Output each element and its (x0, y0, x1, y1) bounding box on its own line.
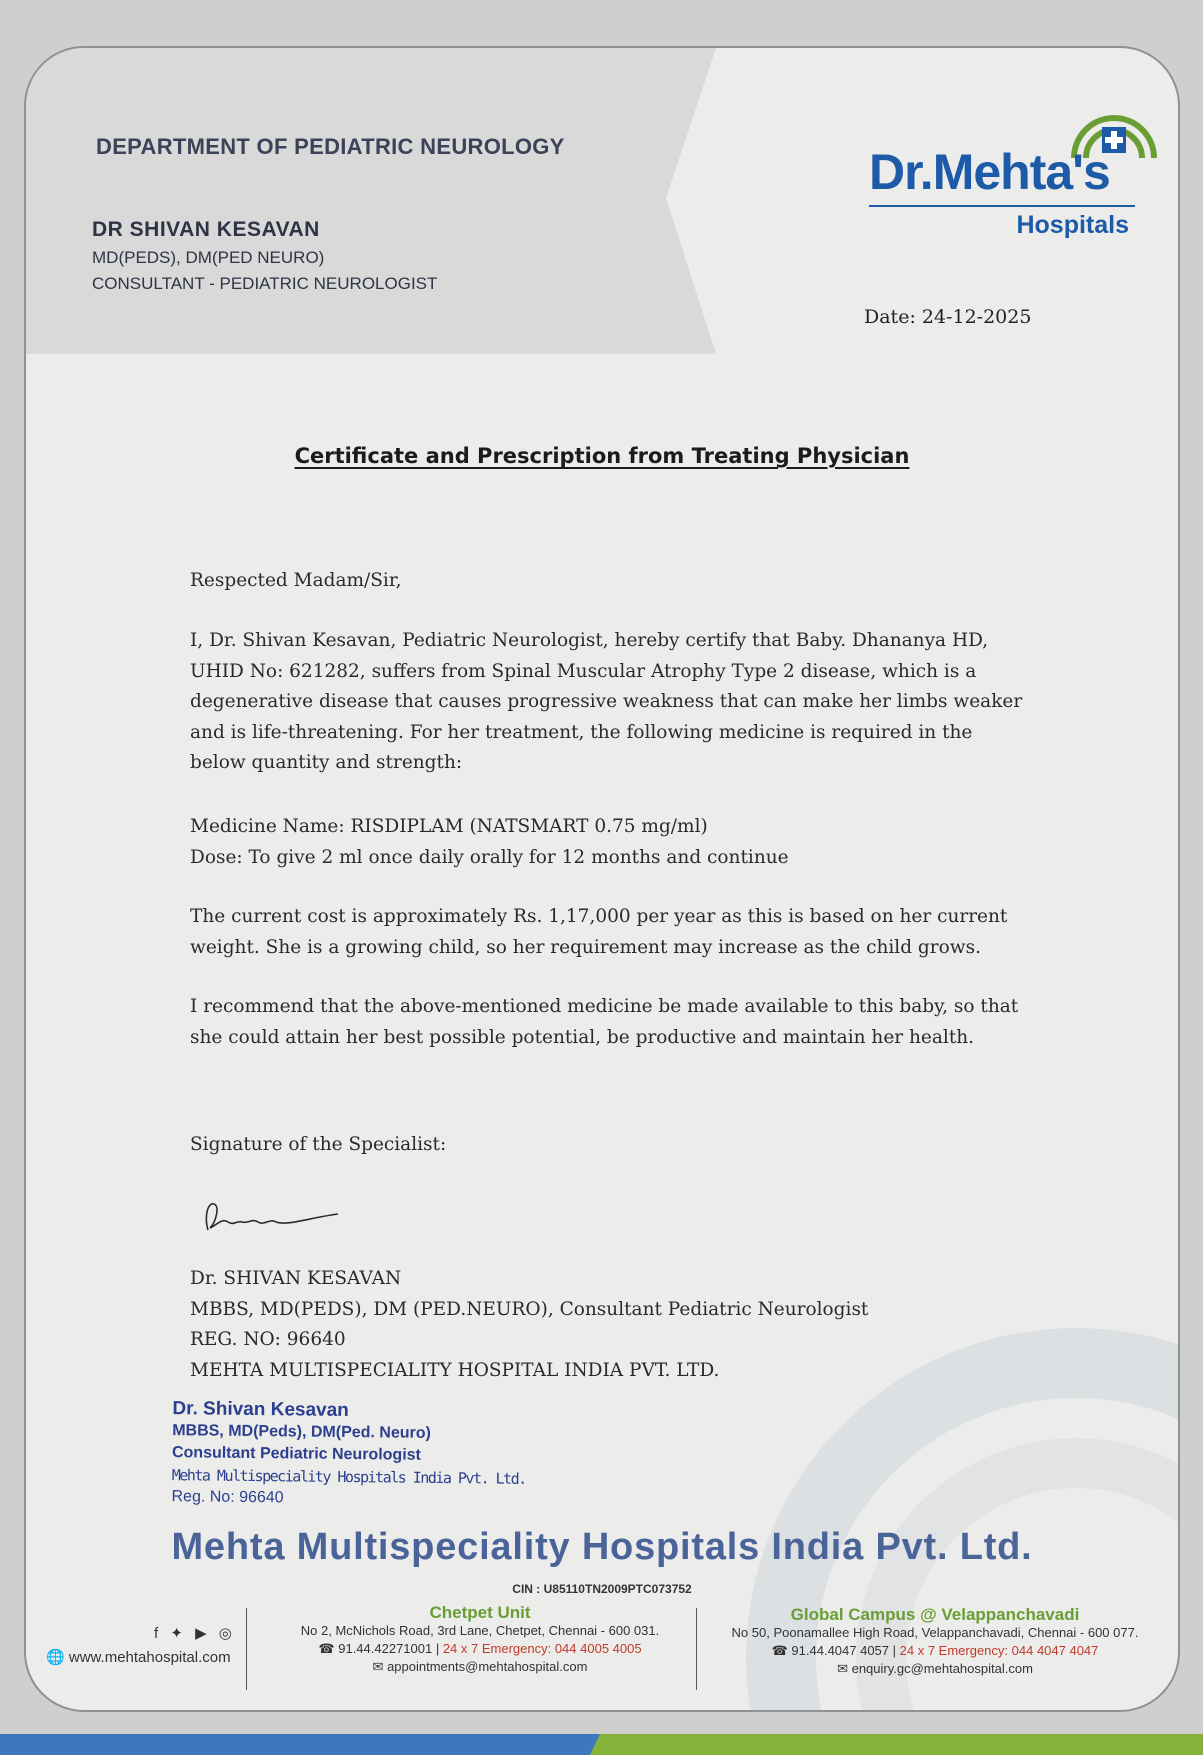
handwritten-signature (198, 1196, 348, 1238)
salutation: Respected Madam/Sir, (190, 570, 402, 591)
signatory-block (190, 1264, 1070, 1386)
logo-subtitle: Hospitals (1016, 211, 1129, 239)
global-phone: 91.44.4047 4057 (791, 1643, 890, 1658)
paragraph-line: and is life-threatening. For her treatment, the following medicine is required in the (190, 721, 973, 743)
phone-icon: ☎ (771, 1643, 788, 1658)
chetpet-phone: 91.44.42271001 (338, 1641, 433, 1656)
paragraph-line: degenerative disease that causes progressive weakness that can make her limbs weaker (190, 691, 1023, 712)
doctor-qualifications: MD(PEDS), DM(PED NEURO) (92, 248, 325, 267)
global-emergency: 24 x 7 Emergency: 044 4047 4047 (899, 1643, 1099, 1658)
mail-icon: ✉ (372, 1659, 384, 1674)
global-email-line (700, 1660, 1170, 1678)
footer-global-campus (700, 1606, 1170, 1678)
paragraph-line: I recommend that the above-mentioned medicine be made available to this baby, so that (190, 996, 1019, 1017)
footer-cin: CIN : U85110TN2009PTC073752 (512, 1582, 692, 1596)
recommendation-paragraph (190, 992, 1070, 1053)
certification-paragraph (190, 626, 1070, 779)
document-title (26, 444, 1178, 468)
paragraph-line: The current cost is approximately Rs. 1,17,000 per year as this is based on her current (190, 906, 1008, 927)
logo-wordmark: Dr.Mehta's (869, 144, 1110, 200)
stamp-name: Dr. Shivan Kesavan (172, 1398, 349, 1421)
paragraph-line: UHID No: 621282, suffers from Spinal Muscular Atrophy Type 2 disease, which is a (190, 660, 977, 682)
bottom-color-strip (0, 1734, 1203, 1755)
phone-icon: ☎ (318, 1641, 335, 1656)
stamp-registration: Reg. No: 96640 (171, 1488, 284, 1507)
global-unit-title: Global Campus @ Velappanchavadi (790, 1605, 1080, 1624)
globe-icon: 🌐 (46, 1649, 65, 1666)
paragraph-line: she could attain her best possible potential, be productive and maintain her health. (190, 1026, 975, 1048)
global-contact: ☎ 91.44.4047 4057 | 24 x 7 Emergency: 044 4047 4047 (771, 1643, 1099, 1658)
medicine-name: Medicine Name: RISDIPLAM (NATSMART 0.75 mg/ml) (190, 816, 708, 837)
footer-divider (696, 1608, 697, 1690)
department-title: DEPARTMENT OF PEDIATRIC NEUROLOGY (96, 134, 565, 159)
global-address: No 50, Poonamallee High Road, Velappanchavadi, Chennai - 600 077. (731, 1625, 1139, 1640)
document-title-text: Certificate and Prescription from Treating Physician (294, 444, 910, 468)
chetpet-email[interactable]: appointments@mehtahospital.com (387, 1659, 588, 1674)
global-email[interactable]: enquiry.gc@mehtahospital.com (851, 1661, 1033, 1676)
doctor-role: CONSULTANT - PEDIATRIC NEUROLOGIST (92, 274, 438, 293)
prescription-block (190, 812, 1070, 873)
signatory-name: Dr. SHIVAN KESAVAN (190, 1268, 402, 1289)
paragraph-line: weight. She is a growing child, so her requirement may increase as the child grows. (190, 936, 981, 958)
medicine-dose: Dose: To give 2 ml once daily orally for 12 months and continue (190, 846, 789, 868)
doctor-name: DR SHIVAN KESAVAN (92, 218, 320, 241)
footer-website[interactable] (46, 1648, 231, 1666)
signatory-hospital: MEHTA MULTISPECIALITY HOSPITAL INDIA PVT. LTD. (190, 1359, 720, 1381)
cost-paragraph (190, 902, 1070, 963)
website-text[interactable]: www.mehtahospital.com (68, 1649, 231, 1666)
letterhead-sheet (24, 46, 1180, 1712)
footer-chetpet-unit (254, 1604, 706, 1676)
letter-date: Date: 24-12-2025 (864, 306, 1032, 328)
mail-icon: ✉ (837, 1661, 848, 1676)
paragraph-line: I, Dr. Shivan Kesavan, Pediatric Neurologist, hereby certify that Baby. Dhananya HD, (190, 630, 989, 651)
logo-underline (869, 205, 1135, 207)
signatory-qualifications: MBBS, MD(PEDS), DM (PED.NEURO), Consultant Pediatric Neurologist (190, 1298, 869, 1320)
hospital-logo (869, 103, 1149, 303)
chetpet-address: No 2, McNichols Road, 3rd Lane, Chetpet, Chennai - 600 031. (300, 1623, 660, 1638)
signatory-registration: REG. NO: 96640 (190, 1329, 346, 1350)
chetpet-contact: ☎ 91.44.42271001 | 24 x 7 Emergency: 044 4005 4005 (318, 1641, 642, 1656)
stamp-role: Consultant Pediatric Neurologist (171, 1444, 422, 1464)
doctor-stamp (171, 1398, 526, 1512)
chetpet-unit-title: Chetpet Unit (429, 1603, 531, 1622)
footer-divider (246, 1608, 247, 1690)
stamp-hospital: Mehta Multispeciality Hospitals India Pvt. Ltd. (171, 1466, 526, 1488)
social-icons[interactable]: f ✦ ▶ ◎ (154, 1625, 236, 1642)
stamp-qualifications: MBBS, MD(Peds), DM(Ped. Neuro) (172, 1422, 431, 1442)
paragraph-line: below quantity and strength: (190, 752, 463, 773)
footer-hospital-name: Mehta Multispeciality Hospitals India Pvt. Ltd. (171, 1526, 1033, 1568)
chetpet-emergency: 24 x 7 Emergency: 044 4005 4005 (442, 1641, 642, 1656)
chetpet-email-line (254, 1658, 706, 1676)
signature-label: Signature of the Specialist: (190, 1134, 447, 1155)
